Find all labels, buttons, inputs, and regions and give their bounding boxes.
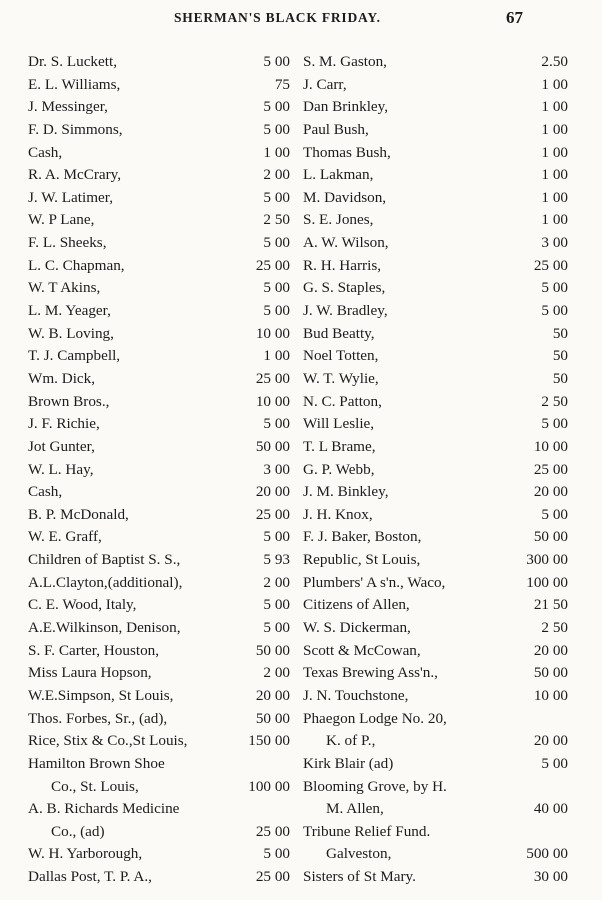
donation-amount: 5 93	[263, 551, 290, 569]
donor-name: R. H. Harris,	[303, 256, 382, 274]
list-item	[28, 617, 290, 640]
list-item	[28, 459, 290, 482]
donor-name: G. S. Staples,	[303, 279, 386, 297]
donation-amount: 40 00	[533, 800, 568, 818]
donor-name: S. F. Carter, Houston,	[28, 641, 160, 659]
list-item	[303, 436, 568, 459]
donation-amount: 1 00	[541, 143, 568, 161]
donation-amount: 5 00	[263, 528, 290, 546]
donation-amount: 5 00	[263, 234, 290, 252]
list-item	[303, 662, 568, 685]
list-item	[303, 708, 568, 731]
list-item	[28, 187, 290, 210]
donation-amount: 1 00	[541, 75, 568, 93]
donation-amount: 1 00	[263, 143, 290, 161]
donor-name: W. T Akins,	[28, 279, 101, 297]
list-item	[303, 481, 568, 504]
donation-amount: 5 00	[541, 505, 568, 523]
donor-name: Rice, Stix & Co.,St Louis,	[28, 732, 188, 750]
list-item	[28, 798, 290, 821]
donation-amount: 300 00	[526, 551, 568, 569]
donor-name: Jot Gunter,	[28, 437, 95, 455]
list-item	[28, 708, 290, 731]
donor-name: W. P Lane,	[28, 211, 95, 229]
donor-name: Cash,	[28, 483, 63, 501]
donation-amount: 5 00	[263, 845, 290, 863]
list-item	[28, 300, 290, 323]
donation-amount: 500 00	[526, 845, 568, 863]
list-item	[28, 662, 290, 685]
list-item	[303, 232, 568, 255]
donation-amount: 1 00	[541, 166, 568, 184]
right-subscription-column	[303, 51, 568, 889]
list-item	[28, 640, 290, 663]
donor-name: Dallas Post, T. P. A.,	[28, 868, 152, 886]
donor-name: Plumbers' A s'n., Waco,	[303, 573, 446, 591]
list-item	[28, 413, 290, 436]
list-item	[303, 526, 568, 549]
donor-name: W. B. Loving,	[28, 324, 114, 342]
donor-name: A. W. Wilson,	[303, 234, 389, 252]
donation-amount: 2 00	[263, 664, 290, 682]
donation-amount: 20 00	[255, 483, 290, 501]
donation-amount: 5 00	[263, 279, 290, 297]
donor-name: T. J. Campbell,	[28, 347, 121, 365]
list-item	[303, 459, 568, 482]
donation-amount: 75	[274, 75, 290, 93]
donation-amount: 21 50	[533, 596, 568, 614]
donor-name: M. Davidson,	[303, 188, 387, 206]
donation-amount: 100 00	[526, 573, 568, 591]
list-item	[28, 142, 290, 165]
donation-amount: 1 00	[541, 211, 568, 229]
donation-amount: 5 00	[263, 98, 290, 116]
donor-name: Blooming Grove, by H.	[303, 777, 447, 795]
list-item	[303, 572, 568, 595]
donor-name: N. C. Patton,	[303, 392, 382, 410]
list-item	[303, 368, 568, 391]
list-item	[28, 96, 290, 119]
list-item	[303, 866, 568, 889]
donor-name: A.L.Clayton,(additional),	[28, 573, 183, 591]
list-item	[28, 255, 290, 278]
list-item	[28, 164, 290, 187]
list-item	[28, 866, 290, 889]
list-item	[303, 164, 568, 187]
donor-name: B. P. McDonald,	[28, 505, 129, 523]
donor-name: Dr. S. Luckett,	[28, 53, 118, 70]
donation-amount: 1 00	[541, 98, 568, 116]
list-item	[28, 526, 290, 549]
donation-amount: 2.50	[541, 53, 568, 70]
list-item	[303, 300, 568, 323]
list-item	[28, 843, 290, 866]
donor-name: F. D. Simmons,	[28, 120, 123, 138]
donation-amount: 25 00	[255, 369, 290, 387]
donation-amount: 2 50	[541, 619, 568, 637]
donor-name: Scott & McCowan,	[303, 641, 421, 659]
donor-name: Wm. Dick,	[28, 369, 96, 387]
list-item	[28, 594, 290, 617]
donor-name: J. H. Knox,	[303, 505, 373, 523]
list-item	[303, 685, 568, 708]
list-item	[28, 821, 290, 844]
donation-amount: 2 00	[263, 166, 290, 184]
donor-name: Noel Totten,	[303, 347, 379, 365]
donor-name: J. W. Bradley,	[303, 302, 388, 320]
list-item	[28, 119, 290, 142]
donor-name: Miss Laura Hopson,	[28, 664, 152, 682]
list-item	[303, 277, 568, 300]
donor-name: K. of P.,	[326, 732, 376, 750]
list-item	[28, 209, 290, 232]
donation-amount: 100 00	[248, 777, 290, 795]
list-item	[303, 594, 568, 617]
donation-amount: 20 00	[533, 641, 568, 659]
donor-name: M. Allen,	[326, 800, 384, 818]
donor-name: Hamilton Brown Shoe	[28, 754, 165, 772]
list-item	[303, 345, 568, 368]
list-item	[303, 142, 568, 165]
donor-name: Will Leslie,	[303, 415, 375, 433]
donor-name: C. E. Wood, Italy,	[28, 596, 137, 614]
donor-name: W. T. Wylie,	[303, 369, 379, 387]
donation-amount: 30 00	[533, 868, 568, 886]
donor-name: J. M. Binkley,	[303, 483, 389, 501]
donor-name: W. S. Dickerman,	[303, 619, 411, 637]
list-item	[28, 277, 290, 300]
list-item	[28, 776, 290, 799]
donor-name: Texas Brewing Ass'n.,	[303, 664, 438, 682]
list-item	[303, 549, 568, 572]
donation-amount: 50 00	[533, 664, 568, 682]
donor-name: S. E. Jones,	[303, 211, 374, 229]
donor-name: Children of Baptist S. S.,	[28, 551, 181, 569]
donor-name: Republic, St Louis,	[303, 551, 421, 569]
donation-amount: 5 00	[263, 596, 290, 614]
donation-amount: 25 00	[533, 256, 568, 274]
list-item	[28, 391, 290, 414]
page-header	[0, 10, 602, 34]
list-item	[28, 572, 290, 595]
donor-name: F. J. Baker, Boston,	[303, 528, 422, 546]
donor-name: Galveston,	[326, 845, 392, 863]
list-item	[303, 255, 568, 278]
list-item	[28, 74, 290, 97]
donor-name: F. L. Sheeks,	[28, 234, 107, 252]
donation-amount: 3 00	[263, 460, 290, 478]
donation-amount: 5 00	[263, 120, 290, 138]
donation-amount: 20 00	[533, 732, 568, 750]
donation-amount: 5 00	[263, 619, 290, 637]
donation-amount: 5 00	[541, 754, 568, 772]
donor-name: Tribune Relief Fund.	[303, 822, 431, 840]
donation-amount: 50	[552, 324, 568, 342]
donation-amount: 150 00	[248, 732, 290, 750]
donation-amount: 5 00	[263, 188, 290, 206]
donor-name: Thomas Bush,	[303, 143, 391, 161]
list-item	[28, 753, 290, 776]
list-item	[303, 730, 568, 753]
donor-name: A. B. Richards Medicine	[28, 800, 180, 818]
list-item	[303, 843, 568, 866]
donor-name: W. L. Hay,	[28, 460, 94, 478]
donation-amount: 5 00	[541, 302, 568, 320]
donor-name: J. W. Latimer,	[28, 188, 114, 206]
donation-amount: 5 00	[263, 302, 290, 320]
list-item	[28, 685, 290, 708]
donation-amount: 1 00	[541, 120, 568, 138]
donation-amount: 50	[552, 369, 568, 387]
donor-name: W. E. Graff,	[28, 528, 102, 546]
list-item	[303, 51, 568, 74]
list-item	[28, 51, 290, 74]
list-item	[303, 187, 568, 210]
donor-name: L. C. Chapman,	[28, 256, 125, 274]
donation-amount: 5 00	[541, 279, 568, 297]
donation-amount: 50 00	[255, 641, 290, 659]
donation-amount: 50 00	[255, 709, 290, 727]
donation-amount: 10 00	[255, 392, 290, 410]
donor-name: R. A. McCrary,	[28, 166, 122, 184]
donor-name: J. Carr,	[303, 75, 347, 93]
page-number: 67	[506, 8, 523, 27]
donor-name: Cash,	[28, 143, 63, 161]
list-item	[303, 119, 568, 142]
donor-name: G. P. Webb,	[303, 460, 375, 478]
list-item	[28, 323, 290, 346]
donor-name: Dan Brinkley,	[303, 98, 389, 116]
list-item	[28, 481, 290, 504]
list-item	[303, 776, 568, 799]
donor-name: Co., (ad)	[51, 822, 105, 840]
list-item	[303, 640, 568, 663]
donor-name: Thos. Forbes, Sr., (ad),	[28, 709, 168, 727]
donation-amount: 10 00	[255, 324, 290, 342]
donor-name: W. H. Yarborough,	[28, 845, 143, 863]
running-title: SHERMAN'S BLACK FRIDAY.	[174, 10, 381, 25]
donation-amount: 25 00	[255, 505, 290, 523]
donation-amount: 2 00	[263, 573, 290, 591]
list-item	[303, 323, 568, 346]
donor-name: J. N. Touchstone,	[303, 686, 409, 704]
list-item	[303, 617, 568, 640]
donor-name: Phaegon Lodge No. 20,	[303, 709, 447, 727]
list-item	[28, 730, 290, 753]
list-item	[303, 96, 568, 119]
donor-name: E. L. Williams,	[28, 75, 121, 93]
donor-name: Citizens of Allen,	[303, 596, 410, 614]
list-item	[303, 798, 568, 821]
donor-name: Bud Beatty,	[303, 324, 375, 342]
donation-amount: 25 00	[255, 868, 290, 886]
list-item	[303, 821, 568, 844]
list-item	[303, 209, 568, 232]
list-item	[28, 436, 290, 459]
donor-name: Brown Bros.,	[28, 392, 110, 410]
donation-amount: 1 00	[541, 188, 568, 206]
donation-amount: 20 00	[255, 686, 290, 704]
donation-amount: 25 00	[255, 256, 290, 274]
list-item	[28, 345, 290, 368]
donation-amount: 2 50	[263, 211, 290, 229]
donor-name: A.E.Wilkinson, Denison,	[28, 619, 181, 637]
list-item	[303, 504, 568, 527]
list-item	[28, 504, 290, 527]
donation-amount: 3 00	[541, 234, 568, 252]
donation-amount: 5 00	[263, 53, 290, 70]
list-item	[303, 413, 568, 436]
list-item	[303, 74, 568, 97]
donor-name: J. F. Richie,	[28, 415, 100, 433]
donation-amount: 10 00	[533, 437, 568, 455]
donor-name: L. Lakman,	[303, 166, 374, 184]
donation-amount: 10 00	[533, 686, 568, 704]
donor-name: S. M. Gaston,	[303, 53, 387, 70]
donor-name: Kirk Blair (ad)	[303, 754, 394, 772]
donation-amount: 50 00	[255, 437, 290, 455]
donation-amount: 5 00	[541, 415, 568, 433]
donor-name: W.E.Simpson, St Louis,	[28, 686, 174, 704]
list-item	[28, 368, 290, 391]
donor-name: L. M. Yeager,	[28, 302, 111, 320]
donation-amount: 25 00	[533, 460, 568, 478]
donor-name: Paul Bush,	[303, 120, 369, 138]
donor-name: Sisters of St Mary.	[303, 868, 416, 886]
donor-name: Co., St. Louis,	[51, 777, 139, 795]
donor-name: J. Messinger,	[28, 98, 108, 116]
donor-name: T. L Brame,	[303, 437, 376, 455]
list-item	[303, 391, 568, 414]
donation-amount: 50 00	[533, 528, 568, 546]
donation-amount: 2 50	[541, 392, 568, 410]
donation-amount: 1 00	[263, 347, 290, 365]
list-item	[303, 753, 568, 776]
donation-amount: 5 00	[263, 415, 290, 433]
donation-amount: 25 00	[255, 822, 290, 840]
list-item	[28, 232, 290, 255]
left-subscription-column	[28, 51, 290, 889]
list-item	[28, 549, 290, 572]
donation-amount: 20 00	[533, 483, 568, 501]
donation-amount: 50	[552, 347, 568, 365]
